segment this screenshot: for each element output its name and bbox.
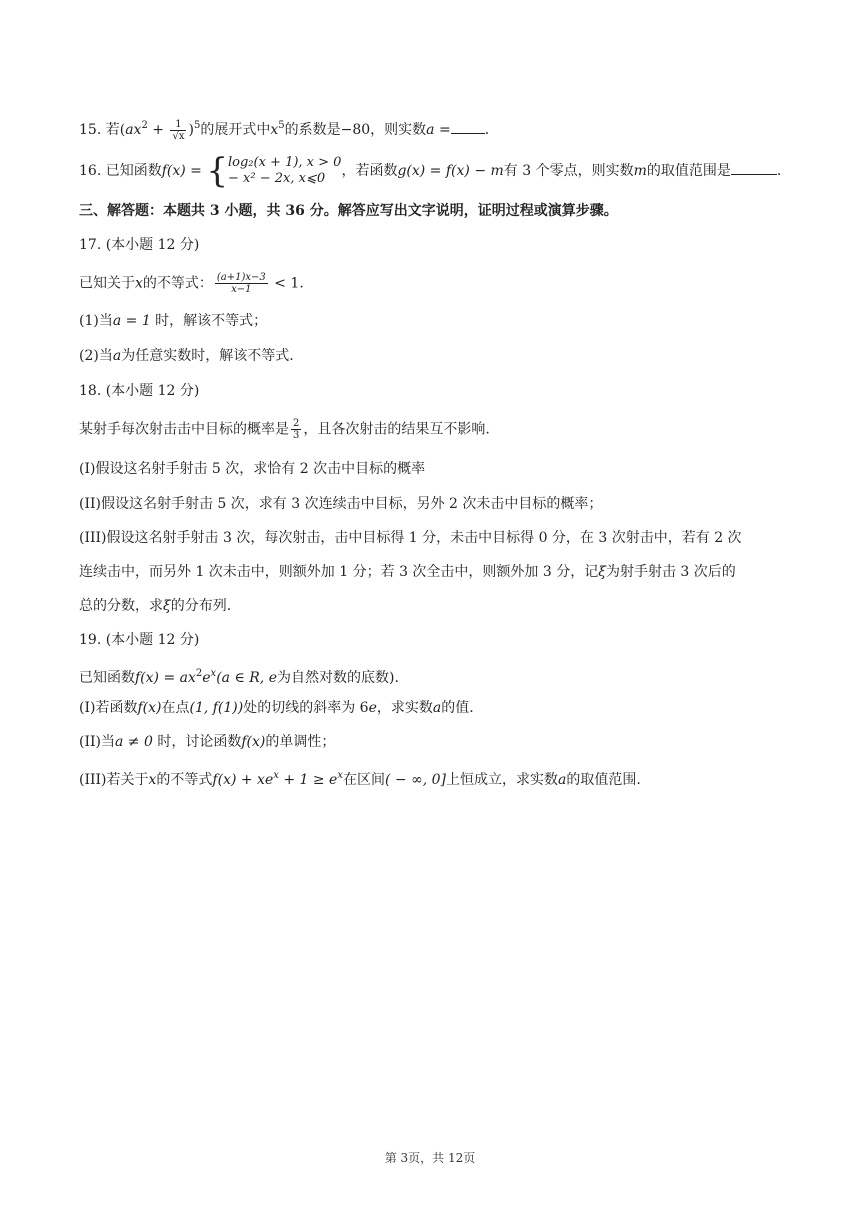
q19-stem-a: 已知函数	[79, 670, 135, 686]
q17-var-x: x	[135, 275, 143, 292]
q18-xi-2: ξ	[163, 598, 171, 614]
q15-paren-open: (	[119, 122, 126, 138]
q19-p2-b: 时，讨论函数	[152, 734, 242, 750]
q19-p1-a: (I)若函数	[79, 700, 138, 716]
q18-p3-line2-b: 为射手射击 3 次后的	[605, 564, 736, 580]
q15-frac-den: √x	[172, 130, 185, 142]
q16-case-1: log₂(x + 1), x > 0	[228, 155, 342, 170]
q19-p3-a: (III)若关于	[79, 772, 149, 788]
q18-p3-line3-a: 总的分数，求	[79, 598, 163, 614]
q19-p3-b: 的不等式	[156, 772, 213, 788]
q19-stem-paren: (a ∈ R, e	[216, 670, 277, 686]
q18-p3-line3-b: 的分布列.	[170, 598, 232, 614]
q17-p2-a: (2)当	[79, 348, 113, 364]
q15-var-a: a	[125, 122, 134, 138]
q19-p1-c: 处的切线的斜率为 6	[243, 700, 369, 716]
q18-p3-line2-a: 连续击中，而另外 1 次未击中，则额外加 1 分；若 3 次全击中，则额外加 3 分，记	[79, 564, 599, 580]
q19-p3-sup1: x	[273, 770, 279, 781]
q19-part-2	[79, 732, 335, 752]
q16-cases	[228, 155, 341, 187]
q19-p3-x: x	[148, 772, 157, 788]
q18-part-3-line-2	[79, 562, 736, 582]
q19-p2-expr: a ≠ 0	[114, 734, 153, 750]
q17-part-2	[79, 346, 294, 366]
q19-p3-expr1: f(x) + xe	[212, 772, 274, 788]
q15-x5: x	[270, 122, 279, 138]
q17-stem	[79, 272, 304, 295]
q19-stem-f: f(x) = ax	[135, 670, 196, 686]
q18-frac-num: 2	[293, 418, 300, 429]
q17-stem-c: < 1.	[269, 275, 304, 292]
q17-p1-a: (1)当	[79, 313, 113, 329]
q16-number: 16.	[79, 163, 102, 179]
q19-p2-c: 的单调性；	[265, 734, 336, 750]
q17-p2-b: 为任意实数时，解该不等式.	[121, 348, 294, 364]
q15-fraction	[170, 119, 186, 142]
section-3-heading: 三、解答题：本题共 3 小题，共 36 分。解答应写出文字说明，证明过程或演算步骤。	[79, 203, 618, 219]
q17-fraction	[215, 272, 268, 295]
q15-var-a2: a	[426, 122, 435, 138]
q15-end: .	[484, 122, 490, 138]
q17-p1-b: 时，解该不等式；	[150, 313, 268, 329]
q18-header: 18. (本小题 12 分)	[79, 383, 200, 399]
q15-paren-close: )	[188, 122, 194, 138]
q15-text-b: 的展开式中	[200, 122, 271, 138]
q15-frac-num: 1	[170, 119, 186, 131]
q18-stem-b: ，且各次射击的结果互不影响.	[303, 421, 490, 438]
page-footer: 第 3页，共 12页	[384, 1151, 476, 1165]
q19-stem-ex: x	[210, 668, 217, 679]
q16-text-c: 有 3 个零点，则实数	[503, 163, 634, 179]
q19-p3-var: a	[558, 772, 567, 788]
q19-part-3	[79, 766, 641, 790]
question-15	[79, 116, 489, 142]
q19-p3-sup2: x	[337, 770, 343, 781]
q17-frac-num: (a+1)x−3	[216, 272, 266, 283]
q19-p3-c: 在区间	[342, 772, 385, 788]
q19-stem	[79, 664, 399, 688]
q17-frac-den: x−1	[231, 284, 252, 295]
q15-plus: +	[147, 122, 169, 138]
q19-p1-var: a	[432, 700, 442, 716]
q15-x5-pow: 5	[278, 120, 285, 131]
q16-brace: {	[206, 151, 228, 191]
q17-stem-a: 已知关于	[79, 275, 135, 292]
q19-p3-interval: ( − ∞, 0]	[384, 772, 447, 788]
q17-header: 17. (本小题 12 分)	[79, 237, 200, 253]
q16-text-b: ，若函数	[341, 163, 398, 179]
q18-fraction	[291, 418, 301, 441]
q16-text: 已知函数	[105, 163, 162, 179]
q19-stem-e: e	[202, 670, 211, 686]
q19-part-1	[79, 698, 474, 718]
q15-text-c: 的系数是−80，则实数	[284, 122, 427, 138]
q17-p2-var: a	[112, 348, 122, 364]
q17-stem-b: 的不等式：	[142, 275, 213, 292]
q18-part-3-line-3	[79, 596, 231, 616]
q18-part-1: (I)假设这名射手射击 5 次，求恰有 2 次击中目标的概率	[79, 461, 426, 477]
q15-answer-blank[interactable]	[451, 133, 485, 134]
q19-stem-sq: 2	[195, 668, 203, 679]
q18-part-2: (II)假设这名射手射击 5 次，求有 3 次连续击中目标，另外 2 次未击中目标的概率；	[79, 496, 603, 512]
q16-gx: g(x) = f(x) − m	[397, 163, 504, 179]
q16-var-m: m	[633, 163, 647, 179]
q18-stem-a: 某射手每次射击击中目标的概率是	[79, 421, 289, 438]
q18-frac-den: 3	[293, 430, 300, 441]
q19-stem-b: 为自然对数的底数).	[277, 670, 399, 686]
q19-p2-f: f(x)	[241, 734, 266, 750]
q18-part-3-line-1: (III)假设这名射手射击 3 次，每次射击，击中目标得 1 分，未击中目标得 0 分，在 3 次射击中，若有 2 次	[79, 530, 742, 546]
q17-part-1	[79, 311, 267, 331]
q16-answer-blank[interactable]	[731, 174, 777, 175]
q15-var-x: x	[133, 122, 142, 138]
q19-p3-d: 上恒成立，求实数	[446, 772, 559, 788]
q15-number: 15.	[79, 122, 102, 138]
q15-sup: 2	[141, 120, 148, 131]
q18-xi: ξ	[598, 564, 606, 580]
q19-p2-a: (II)当	[79, 734, 115, 750]
q19-p3-expr2: + 1 ≥ e	[278, 772, 338, 788]
q19-p1-end: 的值.	[441, 700, 474, 716]
q16-text-d: 的取值范围是	[646, 163, 731, 179]
q19-p1-d: ，求实数	[376, 700, 433, 716]
q18-stem	[79, 418, 490, 441]
q17-p1-expr: a = 1	[112, 313, 151, 329]
q19-p1-f: f(x)	[137, 700, 162, 716]
q16-fx: f(x) =	[161, 163, 207, 179]
question-16	[79, 151, 782, 191]
q19-p1-e: e	[368, 700, 377, 716]
q19-p3-end: 的取值范围.	[566, 772, 641, 788]
q16-end: .	[776, 163, 782, 179]
q16-case-2: − x² − 2x, x⩽0	[228, 171, 326, 186]
q15-pow: 5	[193, 120, 201, 131]
q16-piecewise	[206, 151, 342, 191]
q19-p1-b: 在点	[161, 700, 190, 716]
q19-p1-pt: (1, f(1))	[189, 700, 244, 716]
q15-eq: =	[434, 122, 451, 138]
q19-header: 19. (本小题 12 分)	[79, 632, 200, 648]
q15-text: 若	[105, 122, 120, 138]
